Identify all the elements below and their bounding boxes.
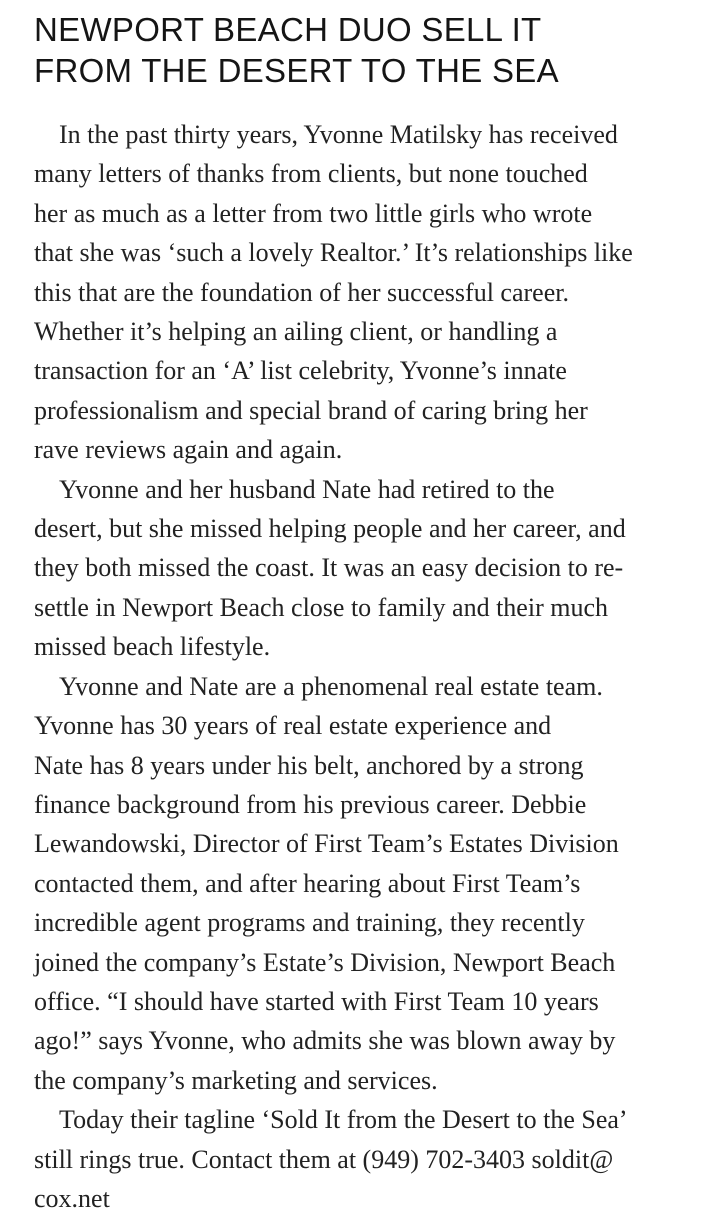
text-line: Today their tagline ‘Sold It from the Desert to the Sea’: [59, 1105, 628, 1135]
text-line: finance background from his previous career. Debbie: [34, 789, 587, 819]
text-line: desert, but she missed helping people and her career, and: [34, 514, 626, 544]
article: [34, 9, 702, 1218]
text-line: the company’s marketing and services.: [34, 1065, 438, 1095]
paragraph-relocation: [34, 470, 702, 667]
paragraph-contact: [34, 1100, 702, 1218]
text-line: Lewandowski, Director of First Team’s Estates Division: [34, 829, 619, 859]
text-line: missed beach lifestyle.: [34, 632, 271, 662]
paragraph-team: [34, 667, 702, 1100]
text-line: that she was ‘such a lovely Realtor.’ It’s relationships like: [34, 238, 633, 268]
text-line: professionalism and special brand of caring bring her: [34, 395, 588, 425]
text-line: transaction for an ‘A’ list celebrity, Yvonne’s innate: [34, 356, 567, 386]
text-line: cox.net: [34, 1183, 110, 1213]
text-line: office. “I should have started with First Team 10 years: [34, 986, 599, 1016]
text-line: incredible agent programs and training, they recently: [34, 908, 585, 938]
text-line: many letters of thanks from clients, but none touched: [34, 159, 588, 189]
text-line: joined the company’s Estate’s Division, Newport Beach: [34, 947, 616, 977]
text-line: Nate has 8 years under his belt, anchored by a strong: [34, 750, 584, 780]
text-line: they both missed the coast. It was an easy decision to re-: [34, 553, 624, 583]
headline-line: NEWPORT BEACH DUO SELL IT: [34, 11, 542, 48]
article-body: [34, 115, 702, 1218]
text-line: settle in Newport Beach close to family and their much: [34, 592, 608, 622]
text-line: In the past thirty years, Yvonne Matilsky has received: [59, 120, 618, 149]
text-line: Yvonne has 30 years of real estate experience and: [34, 711, 552, 741]
text-line: Whether it’s helping an ailing client, or handling a: [34, 317, 558, 347]
headline: [34, 9, 702, 91]
text-line: this that are the foundation of her successful career.: [34, 277, 569, 307]
paragraph-intro: [34, 115, 702, 470]
text-line: rave reviews again and again.: [34, 435, 343, 465]
text-line: Yvonne and Nate are a phenomenal real estate team.: [59, 671, 603, 701]
headline-line: FROM THE DESERT TO THE SEA: [34, 52, 559, 89]
text-line: still rings true. Contact them at (949) 702-3403 soldit@: [34, 1144, 614, 1174]
text-line: her as much as a letter from two little girls who wrote: [34, 198, 593, 228]
text-line: contacted them, and after hearing about First Team’s: [34, 868, 581, 898]
text-line: Yvonne and her husband Nate had retired to the: [59, 474, 555, 504]
text-line: ago!” says Yvonne, who admits she was blown away by: [34, 1026, 616, 1056]
